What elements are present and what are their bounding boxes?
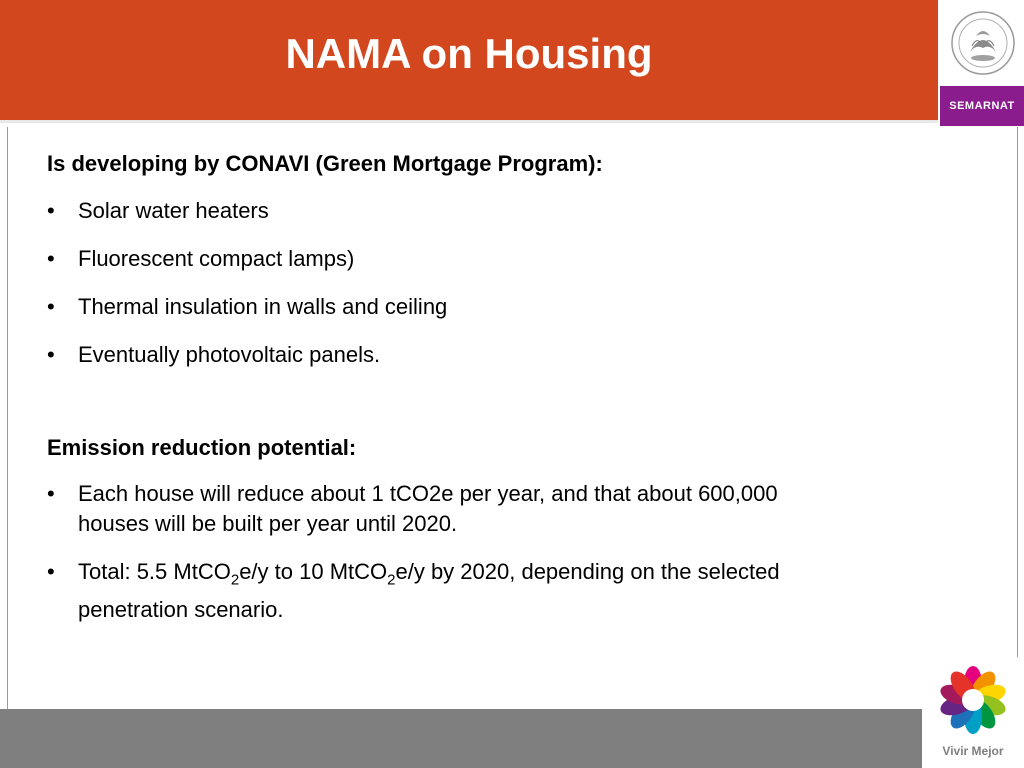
bullet-item: • Solar water heaters bbox=[47, 196, 837, 226]
left-border-line bbox=[7, 127, 8, 710]
total-text-part2: e/y to 10 MtCO bbox=[239, 559, 388, 584]
section-heading-conavi: Is developing by CONAVI (Green Mortgage Program): bbox=[47, 151, 603, 176]
total-text-part1: Total: 5.5 MtCO bbox=[78, 559, 231, 584]
bullet-item-total bbox=[47, 557, 837, 625]
vivir-mejor-label: Vivir Mejor bbox=[942, 744, 1004, 758]
mexico-seal-logo bbox=[950, 8, 1016, 78]
right-border-line bbox=[1017, 127, 1018, 657]
total-text-part3: e/y by 2020, depending on the selected penetration scenario. bbox=[78, 559, 780, 623]
vivir-mejor-flower-logo bbox=[931, 660, 1015, 740]
bullet-item: • Thermal insulation in walls and ceiling bbox=[47, 292, 837, 322]
semarnat-label: SEMARNAT bbox=[940, 86, 1024, 126]
slide-title: NAMA on Housing bbox=[285, 30, 653, 77]
bullet-item: • Fluorescent compact lamps) bbox=[47, 244, 837, 274]
section-heading-emissions: Emission reduction potential: bbox=[47, 435, 357, 460]
subscript-2: 2 bbox=[230, 571, 240, 589]
slide-body bbox=[47, 150, 837, 625]
title-bar bbox=[0, 0, 938, 123]
subscript-2: 2 bbox=[387, 571, 396, 589]
footer-bar bbox=[0, 709, 1024, 768]
bullet-item: • Eventually photovoltaic panels. bbox=[47, 340, 837, 370]
bullet-item: • Each house will reduce about 1 tCO2e per year, and that about 600,000 houses will be built per year until 2020. bbox=[47, 479, 837, 539]
